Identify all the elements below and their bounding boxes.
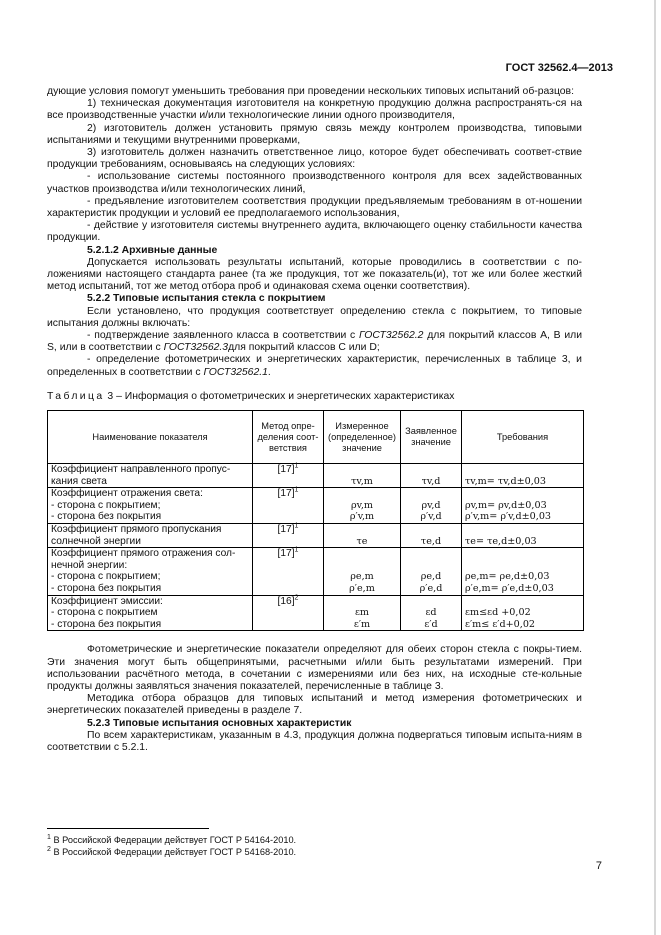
document-body xyxy=(47,86,582,754)
list-item-3: 3) изготовитель должен назначить ответственное лицо, которое будет обеспечивать соответ-ствие продукции требованиям, основываясь на следующих условиях: xyxy=(47,147,582,171)
list-item-1: 1) техническая документация изготовителя на конкретную продукцию должна распространять-ся на все производственные участки и/или технологические линии одного производителя, xyxy=(47,98,582,122)
table-row xyxy=(48,488,584,524)
column-header: Измеренное (определенное) значение xyxy=(324,411,401,464)
paragraph-main: По всем характеристикам, указанным в 4.3, продукция должна подвергаться типовым испыта-ниям в соответствии с 5.2.1. xyxy=(47,729,582,754)
condition-2: - предъявление изготовителем соответствия продукции предъявляемым требованиям в от-ношении характеристик продукции и условий ее предполагаемого использования, xyxy=(47,195,582,220)
list-item-2: 2) изготовитель должен установить прямую связь между контролем производства, типовыми испытаниями и текущими внутренними проверками, xyxy=(47,122,582,146)
standard-reference: ГОСТ32562.1 xyxy=(203,366,268,378)
page-number: 7 xyxy=(595,860,602,872)
param-name: Коэффициент прямого отражения сол-нечной энергии: - сторона с покрытием; - сторона без покрытия xyxy=(48,548,253,595)
declared-value: τv,d xyxy=(401,464,462,488)
requirement: ρe,m= ρe,d±0,03 ρ′e,m= ρ′e,d±0,03 xyxy=(462,548,584,595)
measured-value: εm ε′m xyxy=(324,595,401,631)
declared-value: εd ε′d xyxy=(401,595,462,631)
method-cell: $[17]^1$ xyxy=(253,488,324,524)
requirement: ρv,m= ρv,d±0,03 ρ′v,m= ρ′v,d±0,03 xyxy=(462,488,584,524)
coated-item-class: - подтверждение заявленного класса в соответствии с ГОСТ32562.2 для покрытий классов А, В или S, или в соответствии с ГОСТ32562.3для покрытий классов С или D; xyxy=(47,330,582,354)
param-name: Коэффициент прямого пропускания солнечной энергии xyxy=(48,524,253,548)
coated-item-photometric: - определение фотометрических и энергетических характеристик, перечисленных в таблице 3, и определенных в соответствии с ГОСТ32562.1. xyxy=(47,354,582,378)
method-cell: $[17]^1$ xyxy=(253,464,324,488)
param-name: Коэффициент направленного пропус-кания света xyxy=(48,464,253,488)
condition-3: - действие у изготовителя системы внутреннего аудита, включающего оценку стабильности качества продукции. xyxy=(47,220,582,244)
measured-value: τe xyxy=(324,524,401,548)
measured-value: ρe,m ρ′e,m xyxy=(324,548,401,595)
column-header: Требования xyxy=(462,411,584,464)
declared-value: τe,d xyxy=(401,524,462,548)
document-header: ГОСТ 32562.4—2013 xyxy=(505,62,613,74)
footnote-separator xyxy=(47,828,209,829)
table-row xyxy=(48,524,584,548)
measured-value: ρv,m ρ′v,m xyxy=(324,488,401,524)
requirement: τe= τe,d±0,03 xyxy=(462,524,584,548)
declared-value: ρe,d ρ′e,d xyxy=(401,548,462,595)
column-header: Метод опре-деления соот-ветствия xyxy=(253,411,324,464)
paragraph-archive: Допускается использовать результаты испытаний, которые проводились в соответствии с по-ложениями настоящего стандарта ранее (та же продукция, тот же показатель(и), тот же или более жесткий метод испытаний, тот же метод отбора проб и одинаковая схема оценки соответствия). xyxy=(47,256,582,293)
requirement: εm≤εd +0,02 ε′m≤ ε′d+0,02 xyxy=(462,595,584,631)
column-header: Заявленное значение xyxy=(401,411,462,464)
method-cell: $[17]^1$ xyxy=(253,524,324,548)
paragraph-intro: дующие условия помогут уменьшить требования при проведении нескольких типовых испытаний об-разцов: xyxy=(47,86,574,97)
table-row xyxy=(48,464,584,488)
declared-value: ρv,d ρ′v,d xyxy=(401,488,462,524)
characteristics-table xyxy=(47,410,584,631)
requirement: τv,m= τv,d±0,03 xyxy=(462,464,584,488)
param-name: Коэффициент отражения света: - сторона с покрытием; - сторона без покрытия xyxy=(48,488,253,524)
standard-reference: ГОСТ32562.2 xyxy=(359,330,424,342)
paragraph-sampling: Методика отбора образцов для типовых испытаний и метод измерения фотометрических и энергетических показателей приведены в разделе 7. xyxy=(47,693,582,717)
paragraph-photometric: Фотометрические и энергетические показатели определяют для обеих сторон стекла с покры-тием. Эти значения могут быть общепринятыми, расчетными и/или быть результатами измерений. При использовании расчётного метода, в сочетании с измерениями или без них, на исходные сте-кольные продукты должны заявляться значения показателей, перечисленные в таблице 3. xyxy=(47,644,582,692)
section-heading-523: 5.2.3 Типовые испытания основных характеристик xyxy=(87,717,352,729)
column-header: Наименование показателя xyxy=(48,411,253,464)
method-cell: $[17]^1$ xyxy=(253,548,324,595)
paragraph-coated: Если установлено, что продукция соответствует определению стекла с покрытием, то типовые испытания должны включать: xyxy=(47,305,582,329)
footnote: $^1$ В Российской Федерации действует ГОСТ Р 54164-2010. xyxy=(47,833,297,845)
section-heading-5212: 5.2.1.2 Архивные данные xyxy=(87,244,218,256)
footnote: $^2$ В Российской Федерации действует ГОСТ Р 54168-2010. xyxy=(47,845,297,857)
condition-1: - использование системы постоянного производственного контроля для всех задействованных участков производства и/или технологических линий, xyxy=(47,171,582,195)
param-name: Коэффициент эмиссии: - сторона с покрытием - сторона без покрытия xyxy=(48,595,253,631)
section-heading-522: 5.2.2 Типовые испытания стекла с покрытием xyxy=(87,293,326,305)
method-cell: $[16]^2$ xyxy=(253,595,324,631)
table-header-row xyxy=(48,411,584,464)
footnotes xyxy=(47,834,296,858)
table-row xyxy=(48,548,584,595)
standard-reference: ГОСТ32562.3 xyxy=(163,342,229,354)
table-row xyxy=(48,595,584,631)
table-caption: Таблица 3 – Информация о фотометрических и энергетических характеристиках xyxy=(47,390,455,402)
measured-value: τv,m xyxy=(324,464,401,488)
